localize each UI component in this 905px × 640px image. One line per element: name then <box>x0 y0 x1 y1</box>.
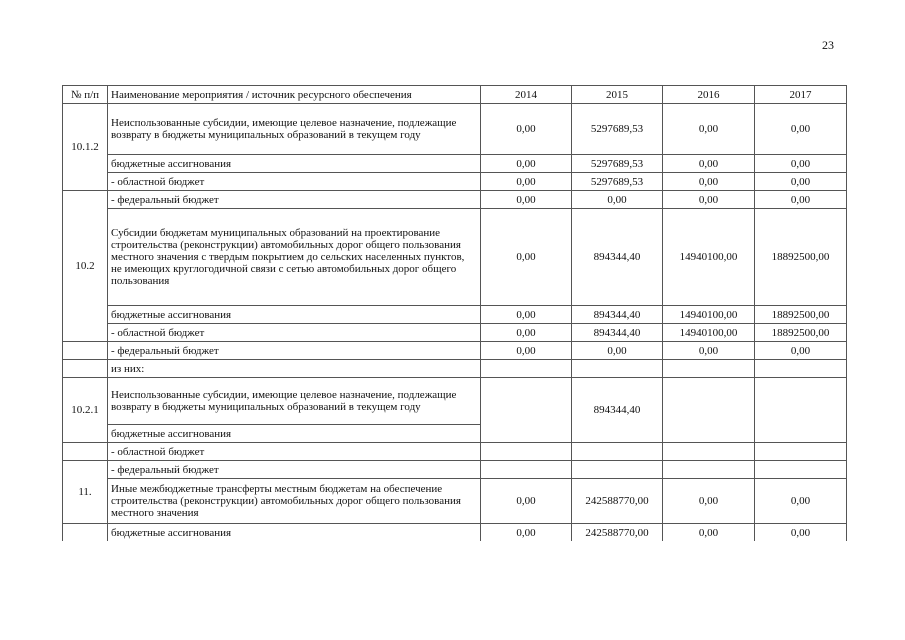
row-value <box>481 443 572 461</box>
row-value <box>481 461 572 479</box>
table-header-row <box>63 86 847 104</box>
row-value <box>481 378 572 443</box>
table-row <box>63 524 847 542</box>
row-value: 18892500,00 <box>755 324 847 342</box>
row-value: 0,00 <box>663 479 755 524</box>
table-row <box>63 461 847 479</box>
row-name: бюджетные ассигнования <box>108 425 481 443</box>
row-value: 0,00 <box>755 173 847 191</box>
row-value: 0,00 <box>663 524 755 542</box>
row-number <box>63 524 108 542</box>
row-value: 0,00 <box>663 191 755 209</box>
table-row <box>63 342 847 360</box>
row-value: 0,00 <box>481 324 572 342</box>
row-value <box>663 461 755 479</box>
row-value: 18892500,00 <box>755 306 847 324</box>
header-year: 2016 <box>663 86 755 104</box>
row-value: 5297689,53 <box>572 155 663 173</box>
row-value: 0,00 <box>755 155 847 173</box>
row-name: - федеральный бюджет <box>108 191 481 209</box>
row-name: бюджетные ассигнования <box>108 306 481 324</box>
row-value <box>663 443 755 461</box>
row-number-empty <box>63 443 108 461</box>
header-year: 2014 <box>481 86 572 104</box>
resource-table <box>62 85 847 541</box>
row-value <box>572 360 663 378</box>
row-number-empty <box>63 360 108 378</box>
row-value: 14940100,00 <box>663 209 755 306</box>
row-value: 894344,40 <box>572 306 663 324</box>
row-value: 0,00 <box>481 191 572 209</box>
table-row <box>63 191 847 209</box>
row-value: 0,00 <box>663 342 755 360</box>
row-value: 0,00 <box>481 524 572 542</box>
row-name: Неиспользованные субсидии, имеющие целевое назначение, подлежащие возврату в бюджеты муниципальных образований в текущем году <box>108 104 481 155</box>
table-row <box>63 360 847 378</box>
row-value: 0,00 <box>572 342 663 360</box>
row-value: 0,00 <box>663 173 755 191</box>
row-value: 0,00 <box>755 104 847 155</box>
row-value <box>663 378 755 443</box>
row-value: 0,00 <box>755 342 847 360</box>
table-row <box>63 479 847 524</box>
row-value <box>755 443 847 461</box>
row-name: - областной бюджет <box>108 324 481 342</box>
header-year: 2015 <box>572 86 663 104</box>
row-value <box>755 378 847 443</box>
table-row <box>63 378 847 425</box>
row-value: 0,00 <box>481 209 572 306</box>
row-value <box>663 360 755 378</box>
row-value <box>572 443 663 461</box>
header-year: 2017 <box>755 86 847 104</box>
row-value <box>755 360 847 378</box>
table-row <box>63 306 847 324</box>
row-name: бюджетные ассигнования <box>108 524 481 542</box>
row-value <box>481 360 572 378</box>
row-value: 5297689,53 <box>572 173 663 191</box>
row-value: 0,00 <box>481 155 572 173</box>
row-value: 894344,40 <box>572 324 663 342</box>
row-value: 0,00 <box>481 342 572 360</box>
row-value: 0,00 <box>481 173 572 191</box>
table-row <box>63 443 847 461</box>
row-value: 894344,40 <box>572 209 663 306</box>
page-number: 23 <box>822 38 834 52</box>
row-number: 10.2.1 <box>63 378 108 443</box>
row-name: Иные межбюджетные трансферты местным бюджетам на обеспечение строительства (реконструкции) автомобильных дорог общего пользования местного значения <box>108 479 481 524</box>
row-name: - федеральный бюджет <box>108 461 481 479</box>
row-number: 11. <box>63 461 108 524</box>
table-row <box>63 173 847 191</box>
table-row <box>63 324 847 342</box>
header-name: Наименование мероприятия / источник ресурсного обеспечения <box>108 86 481 104</box>
row-value: 14940100,00 <box>663 324 755 342</box>
row-value: 0,00 <box>663 104 755 155</box>
row-value: 0,00 <box>572 191 663 209</box>
row-number: 10.1.2 <box>63 104 108 191</box>
row-value: 0,00 <box>755 524 847 542</box>
header-num: № п/п <box>63 86 108 104</box>
row-value: 0,00 <box>481 104 572 155</box>
row-value: 0,00 <box>481 306 572 324</box>
row-value: 0,00 <box>481 479 572 524</box>
row-value: 18892500,00 <box>755 209 847 306</box>
table-row <box>63 155 847 173</box>
row-value: 0,00 <box>755 479 847 524</box>
row-name: - федеральный бюджет <box>108 342 481 360</box>
row-value: 0,00 <box>755 191 847 209</box>
row-value <box>572 461 663 479</box>
row-value: 242588770,00 <box>572 479 663 524</box>
row-name: Субсидии бюджетам муниципальных образований на проектирование строительства (реконструкции) автомобильных дорог общего пользования местного значения с твердым покрытием до сельских населенных пунктов, не имеющих круглогодичной связи с сетью автомобильных дорог общего пользования <box>108 209 481 306</box>
row-name: бюджетные ассигнования <box>108 155 481 173</box>
row-number-empty <box>63 342 108 360</box>
row-name: - областной бюджет <box>108 173 481 191</box>
row-value: 0,00 <box>663 155 755 173</box>
row-value: 894344,40 <box>572 378 663 443</box>
row-value: 14940100,00 <box>663 306 755 324</box>
row-value: 5297689,53 <box>572 104 663 155</box>
row-name: из них: <box>108 360 481 378</box>
row-value <box>755 461 847 479</box>
row-number: 10.2 <box>63 191 108 342</box>
row-name: - областной бюджет <box>108 443 481 461</box>
row-value: 242588770,00 <box>572 524 663 542</box>
table-row <box>63 104 847 155</box>
table-row <box>63 209 847 306</box>
row-name: Неиспользованные субсидии, имеющие целевое назначение, подлежащие возврату в бюджеты муниципальных образований в текущем году <box>108 378 481 425</box>
